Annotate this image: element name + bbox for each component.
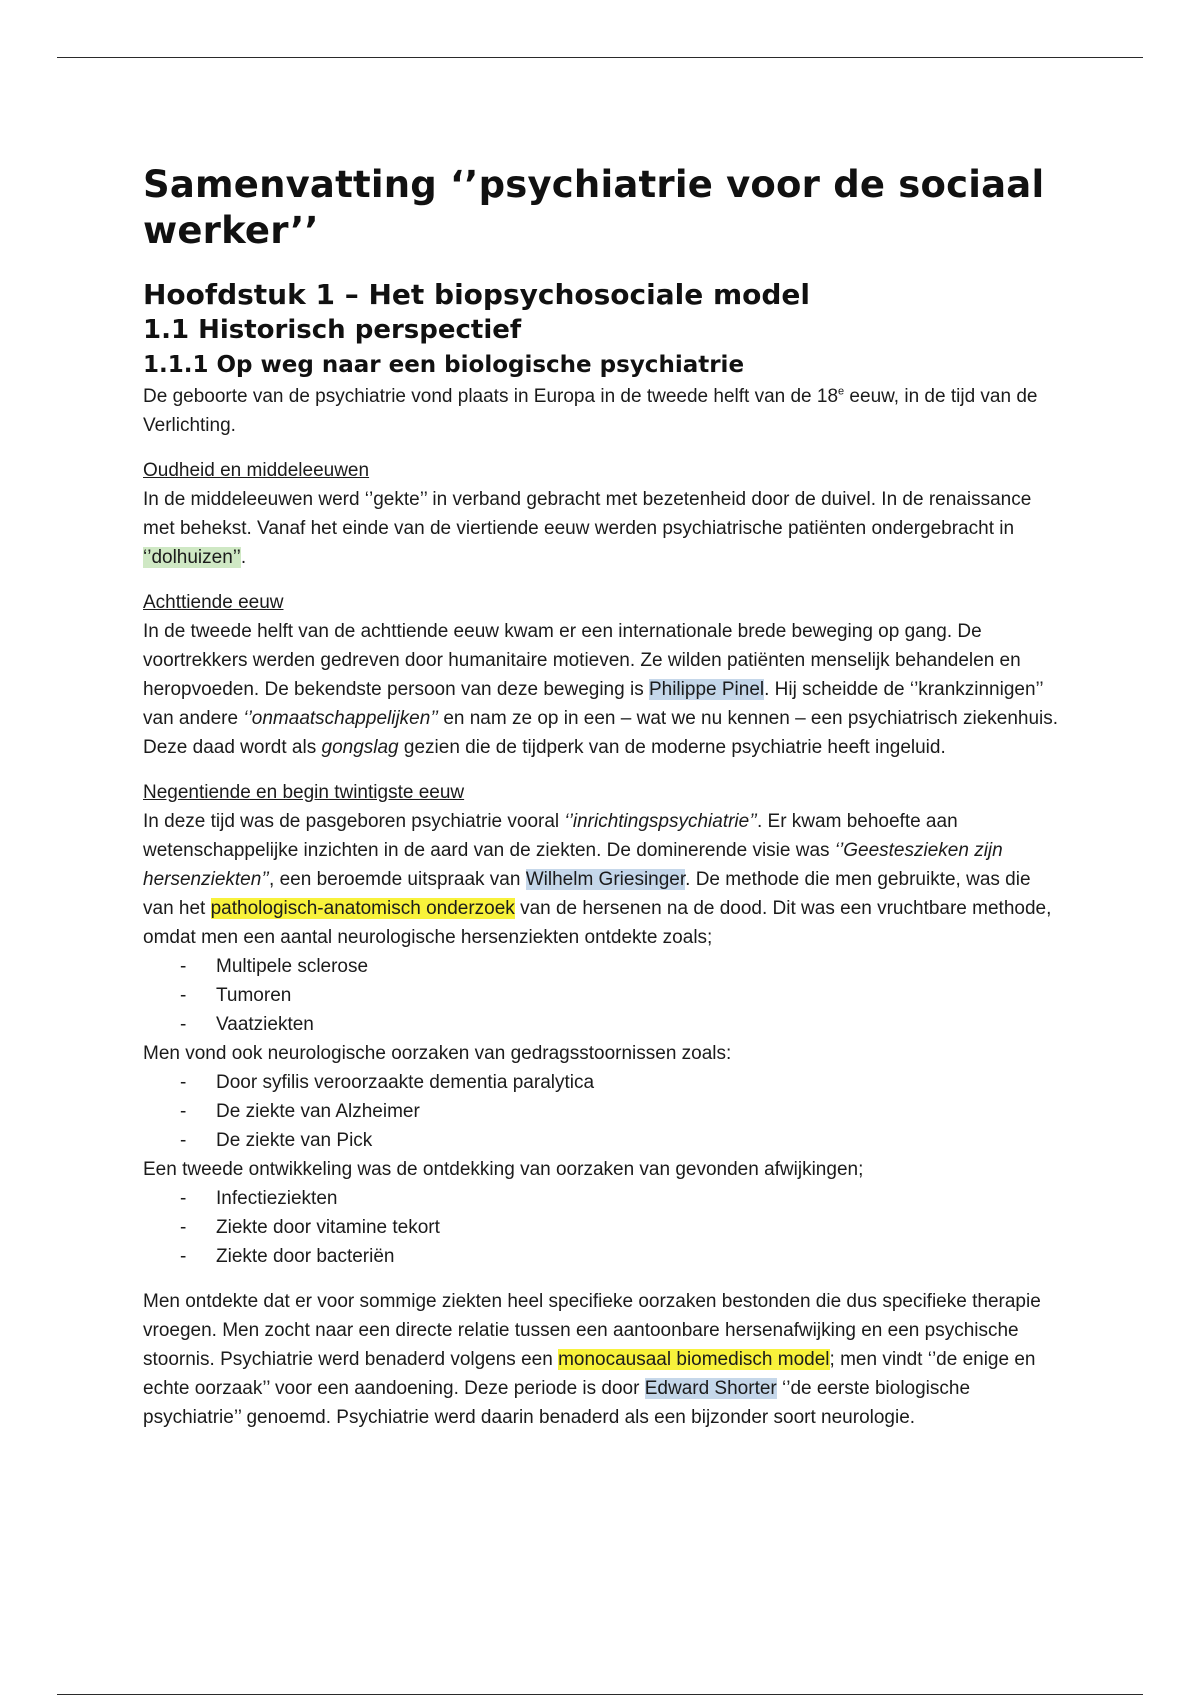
list-oorzaken xyxy=(143,1184,1063,1271)
footer-rule xyxy=(57,1694,1143,1695)
heading-oudheid: Oudheid en middeleeuwen xyxy=(143,460,370,481)
document-page xyxy=(143,162,1063,1432)
list-item: - Infectieziekten xyxy=(143,1184,1063,1213)
list-hersenziekten xyxy=(143,952,1063,1039)
paragraph-tweede-ontwikkeling: Een tweede ontwikkeling was de ontdekking van oorzaken van gevonden afwijkingen; xyxy=(143,1159,864,1180)
highlight-monocausaal-model: monocausaal biomedisch model xyxy=(558,1349,830,1370)
paragraph-gedragsstoornissen: Men vond ook neurologische oorzaken van gedragsstoornissen zoals: xyxy=(143,1043,732,1064)
heading-achttiende-eeuw: Achttiende eeuw xyxy=(143,592,284,613)
list-item: - Multipele sclerose xyxy=(143,952,1063,981)
highlight-pathologisch-anatomisch: pathologisch-anatomisch onderzoek xyxy=(210,898,515,919)
paragraph-biomedisch-model: Men ontdekte dat er voor sommige ziekten heel specifieke oorzaken bestonden die dus specifieke therapie vroegen. Men zocht naar een directe relatie tussen een aantoonbare hersenafwijking en een psychische stoornis. Psychiatrie werd benaderd volgens een monocausaal biomedisch model; men vindt ‘’de enige en echte oorzaak’’ voor een aandoening. Deze periode is door Edward Shorter ‘’de eerste biologische psychiatrie’’ genoemd. Psychiatrie werd daarin benaderd als een bijzonder soort neurologie. xyxy=(143,1291,1041,1428)
highlight-dolhuizen: ‘’dolhuizen’’ xyxy=(143,547,241,568)
paragraph-oudheid: In de middeleeuwen werd ‘’gekte’’ in verband gebracht met bezetenheid door de duivel. In de renaissance met behekst. Vanaf het einde van de viertiende eeuw werden psychiatrische patiënten ondergebracht in ‘’dolhuizen’’. xyxy=(143,489,1032,568)
paragraph-negentiende-eeuw: In deze tijd was de pasgeboren psychiatrie vooral ‘’inrichtingspsychiatrie’’. Er kwam behoefte aan wetenschappelijke inzichten in de aard van de ziekten. De dominerende visie was ‘’Geesteszieken zijn hersenziekten’’, een beroemde uitspraak van Wilhelm Griesinger. De methode die men gebruikte, was die van het pathologisch-anatomisch onderzoek van de hersenen na de dood. Dit was een vruchtbare methode, omdat men een aantal neurologische hersenziekten ontdekte zoals; xyxy=(143,811,1052,948)
list-item: - Vaatziekten xyxy=(143,1010,1063,1039)
list-item: - Ziekte door vitamine tekort xyxy=(143,1213,1063,1242)
list-item: - De ziekte van Alzheimer xyxy=(143,1097,1063,1126)
list-item: - Door syfilis veroorzaakte dementia paralytica xyxy=(143,1068,1063,1097)
list-item: - Tumoren xyxy=(143,981,1063,1010)
list-item: - De ziekte van Pick xyxy=(143,1126,1063,1155)
list-gedragsstoornissen xyxy=(143,1068,1063,1155)
heading-negentiende-eeuw: Negentiende en begin twintigste eeuw xyxy=(143,782,465,803)
intro-paragraph: De geboorte van de psychiatrie vond plaats in Europa in de tweede helft van de 18e eeuw, in de tijd van de Verlichting. xyxy=(143,385,1038,436)
paragraph-achttiende-eeuw: In de tweede helft van de achttiende eeuw kwam er een internationale brede beweging op gang. De voortrekkers werden gedreven door humanitaire motieven. Ze wilden patiënten menselijk behandelen en heropvoeden. De bekendste persoon van deze beweging is Philippe Pinel. Hij scheidde de ‘’krankzinnigen’’ van andere ‘’onmaatschappelijken’’ en nam ze op in een – wat we nu kennen – een psychiatrisch ziekenhuis. Deze daad wordt als gongslag gezien die de tijdperk van de moderne psychiatrie heeft ingeluid. xyxy=(143,621,1059,758)
document-title: Samenvatting ‘’psychiatrie voor de sociaal werker’’ xyxy=(143,163,1045,252)
section-heading: 1.1 Historisch perspectief xyxy=(143,315,522,345)
header-rule xyxy=(57,57,1143,58)
highlight-wilhelm-griesinger: Wilhelm Griesinger xyxy=(525,869,686,890)
highlight-philippe-pinel: Philippe Pinel xyxy=(648,679,765,700)
list-item: - Ziekte door bacteriën xyxy=(143,1242,1063,1271)
highlight-edward-shorter: Edward Shorter xyxy=(644,1378,777,1399)
chapter-heading: Hoofdstuk 1 – Het biopsychosociale model xyxy=(143,278,810,311)
subsection-heading: 1.1.1 Op weg naar een biologische psychiatrie xyxy=(143,352,745,378)
